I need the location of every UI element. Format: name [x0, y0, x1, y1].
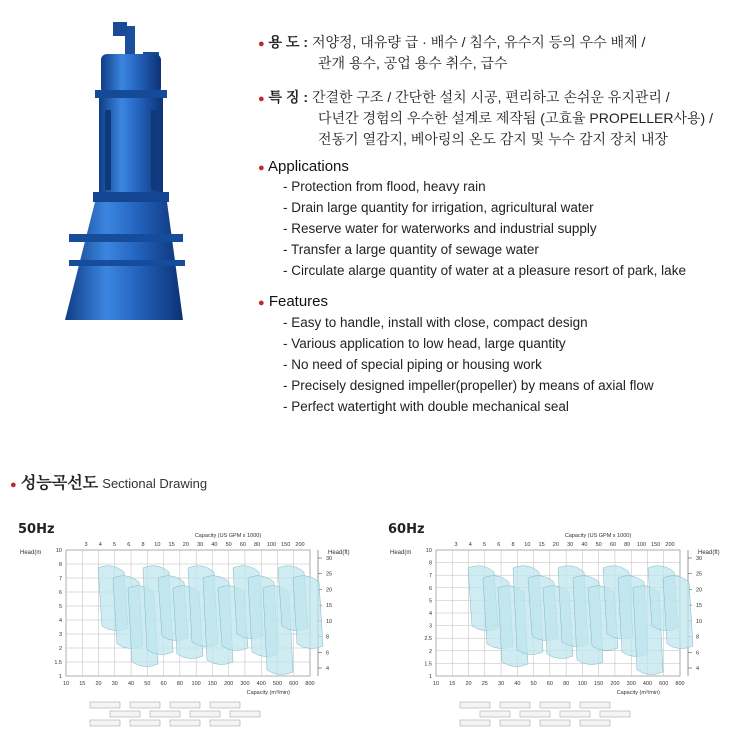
- performance-region: [293, 576, 323, 649]
- bullet-icon: ●: [258, 93, 265, 105]
- section-title-en: Sectional Drawing: [102, 476, 208, 491]
- model-selector-box: [460, 720, 490, 726]
- applications-heading: [258, 158, 349, 175]
- y-tick-label: 2: [58, 646, 62, 652]
- right-axis-label: Head(ft): [698, 550, 720, 556]
- x-tick-label: 300: [240, 681, 250, 687]
- right-tick-label: 20: [696, 587, 703, 594]
- x-tick-label: 50: [144, 681, 151, 687]
- x-tick-label: 800: [305, 681, 315, 687]
- x-tick-label: 100: [191, 681, 201, 687]
- top-tick-label: 4: [468, 542, 472, 548]
- model-selector-box: [520, 711, 550, 717]
- features-heading-text: Features: [268, 293, 329, 310]
- model-selector-box: [130, 702, 160, 708]
- x-tick-label: 15: [449, 681, 456, 687]
- top-tick-label: 20: [182, 542, 189, 548]
- model-selector-box: [230, 711, 260, 717]
- top-tick-label: 20: [552, 542, 559, 548]
- right-tick-label: 8: [326, 634, 330, 641]
- list-item: - Transfer a large quantity of sewage water: [283, 242, 539, 257]
- right-tick-label: 8: [696, 634, 700, 641]
- x-tick-label: 600: [289, 681, 299, 687]
- right-tick-label: 15: [696, 603, 703, 610]
- features-kr-line-3: 전동기 열감지, 베아링의 온도 감지 및 누수 감지 장치 내장: [318, 131, 668, 147]
- usage-line-2: 관개 용수, 공업 용수 취수, 급수: [318, 55, 508, 71]
- x-tick-label: 400: [642, 681, 653, 687]
- features-kr-key: 특 징 :: [268, 89, 309, 105]
- y-tick-label: 2: [428, 648, 432, 655]
- top-tick-label: 10: [154, 542, 161, 548]
- model-selector-box: [600, 711, 630, 717]
- x-axis-label: Capacity (m³/min): [246, 690, 290, 696]
- top-tick-label: 3: [84, 542, 88, 548]
- bullet-icon: ●: [10, 479, 17, 491]
- x-tick-label: 300: [626, 681, 636, 687]
- top-tick-label: 6: [497, 542, 501, 548]
- right-tick-label: 6: [696, 650, 700, 657]
- performance-region: [663, 576, 693, 649]
- top-tick-label: 100: [266, 542, 277, 548]
- x-tick-label: 60: [160, 681, 167, 687]
- list-item: - No need of special piping or housing work: [283, 357, 542, 372]
- top-tick-label: 50: [225, 542, 232, 548]
- y-tick-label: 7: [428, 573, 432, 580]
- model-selector-box: [500, 720, 530, 726]
- model-selector-box: [170, 720, 200, 726]
- model-selector-box: [210, 702, 240, 708]
- x-tick-label: 30: [111, 681, 118, 687]
- chart-50hz-label: 50Hz: [18, 522, 55, 537]
- y-tick-label: 4: [428, 611, 432, 617]
- top-tick-label: 80: [254, 542, 261, 548]
- x-tick-label: 600: [659, 681, 669, 687]
- x-tick-label: 30: [498, 681, 505, 687]
- list-item: - Protection from flood, heavy rain: [283, 179, 486, 194]
- x-tick-label: 150: [207, 681, 217, 687]
- model-selector-box: [90, 720, 120, 726]
- features-heading: [258, 293, 328, 310]
- top-tick-label: 40: [211, 542, 218, 548]
- list-item: - Perfect watertight with double mechanical seal: [283, 399, 569, 414]
- x-tick-label: 10: [432, 681, 440, 687]
- list-item: - Easy to handle, install with close, compact design: [283, 315, 588, 330]
- list-item: - Drain large quantity for irrigation, agricultural water: [283, 200, 594, 215]
- x-tick-label: 80: [563, 681, 570, 687]
- model-selector-box: [580, 720, 610, 726]
- top-tick-label: 150: [651, 542, 661, 548]
- x-tick-label: 500: [272, 681, 283, 687]
- section-title-kr: 성능곡선도: [20, 475, 99, 492]
- top-tick-label: 8: [511, 542, 515, 548]
- top-tick-label: 150: [281, 542, 291, 548]
- features-kr-line-1: 간결한 구조 / 간단한 설치 시공, 편리하고 손쉬운 유지관리 /: [311, 89, 670, 105]
- model-selector-box: [90, 702, 120, 708]
- right-tick-label: 4: [326, 666, 330, 672]
- top-tick-label: 30: [197, 542, 204, 548]
- x-axis-label: Capacity (m³/min): [616, 690, 660, 696]
- model-selector-box: [190, 711, 220, 717]
- y-axis-label: Head(m: [390, 550, 412, 556]
- x-tick-label: 20: [95, 681, 102, 687]
- x-tick-label: 150: [594, 681, 604, 687]
- top-tick-label: 3: [454, 542, 458, 548]
- y-tick-label: 1: [58, 674, 62, 680]
- list-item: - Circulate alarge quantity of water at a pleasure resort of park, lake: [283, 263, 686, 278]
- performance-chart-60hz: [370, 520, 742, 730]
- x-tick-label: 40: [128, 681, 135, 687]
- right-tick-label: 25: [326, 571, 333, 578]
- x-tick-label: 200: [224, 681, 234, 687]
- x-tick-label: 100: [577, 681, 587, 687]
- right-tick-label: 4: [696, 666, 700, 672]
- right-tick-label: 20: [326, 587, 333, 594]
- model-selector-box: [480, 711, 510, 717]
- y-tick-label: 6: [58, 590, 62, 596]
- model-selector-box: [170, 702, 200, 708]
- x-tick-label: 80: [176, 681, 183, 687]
- model-selector-box: [150, 711, 180, 717]
- x-tick-label: 200: [610, 681, 620, 687]
- model-selector-box: [580, 702, 610, 708]
- x-tick-label: 60: [546, 681, 553, 687]
- model-selector-box: [110, 711, 140, 717]
- list-item: - Reserve water for waterworks and industrial supply: [283, 221, 597, 236]
- usage-key: 용 도 :: [268, 34, 309, 50]
- top-tick-label: 5: [483, 542, 487, 548]
- features-kr-line-2: 다년간 경험의 우수한 설계로 제작됨 (고효율 PROPELLER사용) /: [318, 110, 713, 126]
- y-tick-label: 5: [58, 604, 62, 610]
- top-tick-label: 4: [98, 542, 102, 548]
- top-tick-label: 200: [665, 542, 675, 548]
- y-tick-label: 10: [55, 548, 62, 554]
- top-tick-label: 15: [538, 542, 545, 548]
- bullet-icon: ●: [258, 38, 265, 50]
- top-tick-label: 60: [239, 542, 246, 548]
- y-tick-label: 10: [425, 548, 432, 554]
- right-tick-label: 15: [326, 603, 333, 610]
- y-tick-label: 7: [58, 576, 62, 582]
- top-tick-label: 80: [624, 542, 631, 548]
- y-tick-label: 6: [428, 585, 432, 592]
- top-axis-label: Capacity (US GPM x 1000): [564, 533, 632, 539]
- model-selector-box: [560, 711, 590, 717]
- model-selector-box: [500, 702, 530, 708]
- y-tick-label: 5: [428, 598, 432, 605]
- right-tick-label: 25: [696, 571, 703, 578]
- top-tick-label: 200: [295, 542, 305, 548]
- bullet-icon: ●: [258, 297, 265, 309]
- bullet-icon: ●: [258, 162, 265, 174]
- x-tick-label: 400: [256, 681, 266, 687]
- y-tick-label: 3: [58, 632, 62, 638]
- right-tick-label: 30: [326, 556, 333, 562]
- right-axis-label: Head(ft): [328, 550, 350, 556]
- top-tick-label: 60: [609, 542, 616, 548]
- y-tick-label: 4: [58, 618, 62, 624]
- top-tick-label: 30: [567, 542, 574, 548]
- features-kr-row: [258, 87, 670, 110]
- right-tick-label: 10: [326, 618, 333, 625]
- y-tick-label: 1: [428, 674, 432, 680]
- performance-chart-50hz: [0, 520, 370, 730]
- x-tick-label: 15: [79, 681, 86, 687]
- top-tick-label: 6: [127, 542, 131, 548]
- x-tick-label: 800: [675, 681, 685, 687]
- top-tick-label: 15: [168, 542, 175, 548]
- model-selector-box: [130, 720, 160, 726]
- usage-line-1: 저양정, 대유량 급 · 배수 / 침수, 유수지 등의 우수 배제 /: [311, 34, 646, 50]
- y-tick-label: 8: [58, 562, 62, 568]
- y-axis-label: Head(m: [20, 550, 42, 556]
- top-tick-label: 10: [524, 542, 531, 548]
- list-item: - Precisely designed impeller(propeller) by means of axial flow: [283, 378, 654, 393]
- model-selector-box: [540, 720, 570, 726]
- usage-row: [258, 32, 645, 55]
- y-tick-label: 1.5: [424, 661, 432, 668]
- top-tick-label: 8: [141, 542, 145, 548]
- y-tick-label: 2.5: [424, 636, 432, 643]
- chart-60hz-label: 60Hz: [388, 522, 425, 537]
- model-selector-box: [210, 720, 240, 726]
- pump-image: [55, 20, 195, 320]
- right-tick-label: 30: [696, 556, 703, 562]
- top-axis-label: Capacity (US GPM x 1000): [194, 533, 262, 539]
- model-selector-box: [540, 702, 570, 708]
- x-tick-label: 10: [62, 681, 70, 687]
- x-tick-label: 25: [481, 681, 488, 687]
- y-tick-label: 1.5: [54, 660, 62, 666]
- applications-heading-text: Applications: [268, 158, 349, 175]
- x-tick-label: 50: [530, 681, 537, 687]
- model-selector-box: [460, 702, 490, 708]
- right-tick-label: 10: [696, 618, 703, 625]
- list-item: - Various application to low head, large quantity: [283, 336, 566, 351]
- x-tick-label: 40: [514, 681, 521, 687]
- y-tick-label: 3: [428, 623, 432, 630]
- x-tick-label: 20: [465, 681, 472, 687]
- top-tick-label: 40: [581, 542, 588, 548]
- top-tick-label: 50: [595, 542, 602, 548]
- top-tick-label: 100: [636, 542, 647, 548]
- section-title: [10, 470, 207, 493]
- right-tick-label: 6: [326, 650, 330, 657]
- top-tick-label: 5: [113, 542, 117, 548]
- y-tick-label: 8: [428, 560, 432, 567]
